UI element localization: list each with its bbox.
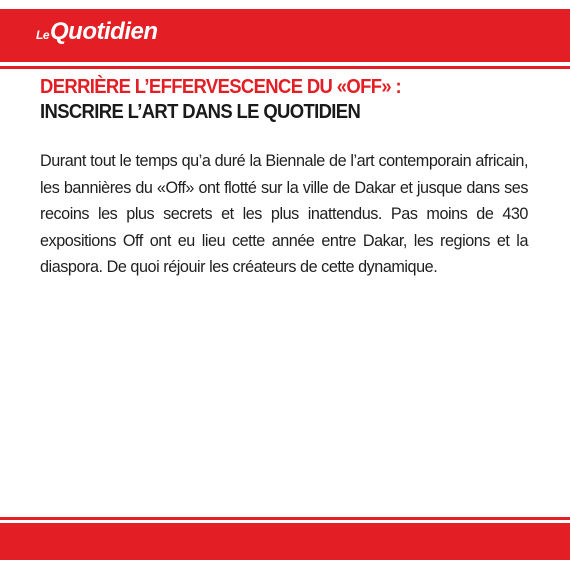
header-divider: [0, 66, 570, 69]
newspaper-logo: [36, 18, 158, 46]
logo-le: Le: [36, 28, 50, 42]
footer-bar: [0, 523, 570, 560]
headline-line-2: INSCRIRE L’ART DANS LE QUOTIDIEN: [40, 100, 361, 123]
headline-line-1: DERRIÈRE L’EFFERVESCENCE DU «OFF» :: [40, 75, 402, 98]
article-body: Durant tout le temps qu’a duré la Biennale de l’art contemporain africain, les bannières du «Off» ont flotté sur la ville de Dakar et jusque dans ses recoins les plus secrets et les plus inattendus. Pas moins de 430 expositions Off ont eu lieu cette année entre Dakar, les regions et la diaspora. De quoi réjouir les créateurs de cette dynamique.: [40, 152, 528, 276]
article-headline: [40, 74, 490, 124]
logo-name: Quotidien: [50, 18, 158, 45]
footer-divider: [0, 517, 570, 520]
